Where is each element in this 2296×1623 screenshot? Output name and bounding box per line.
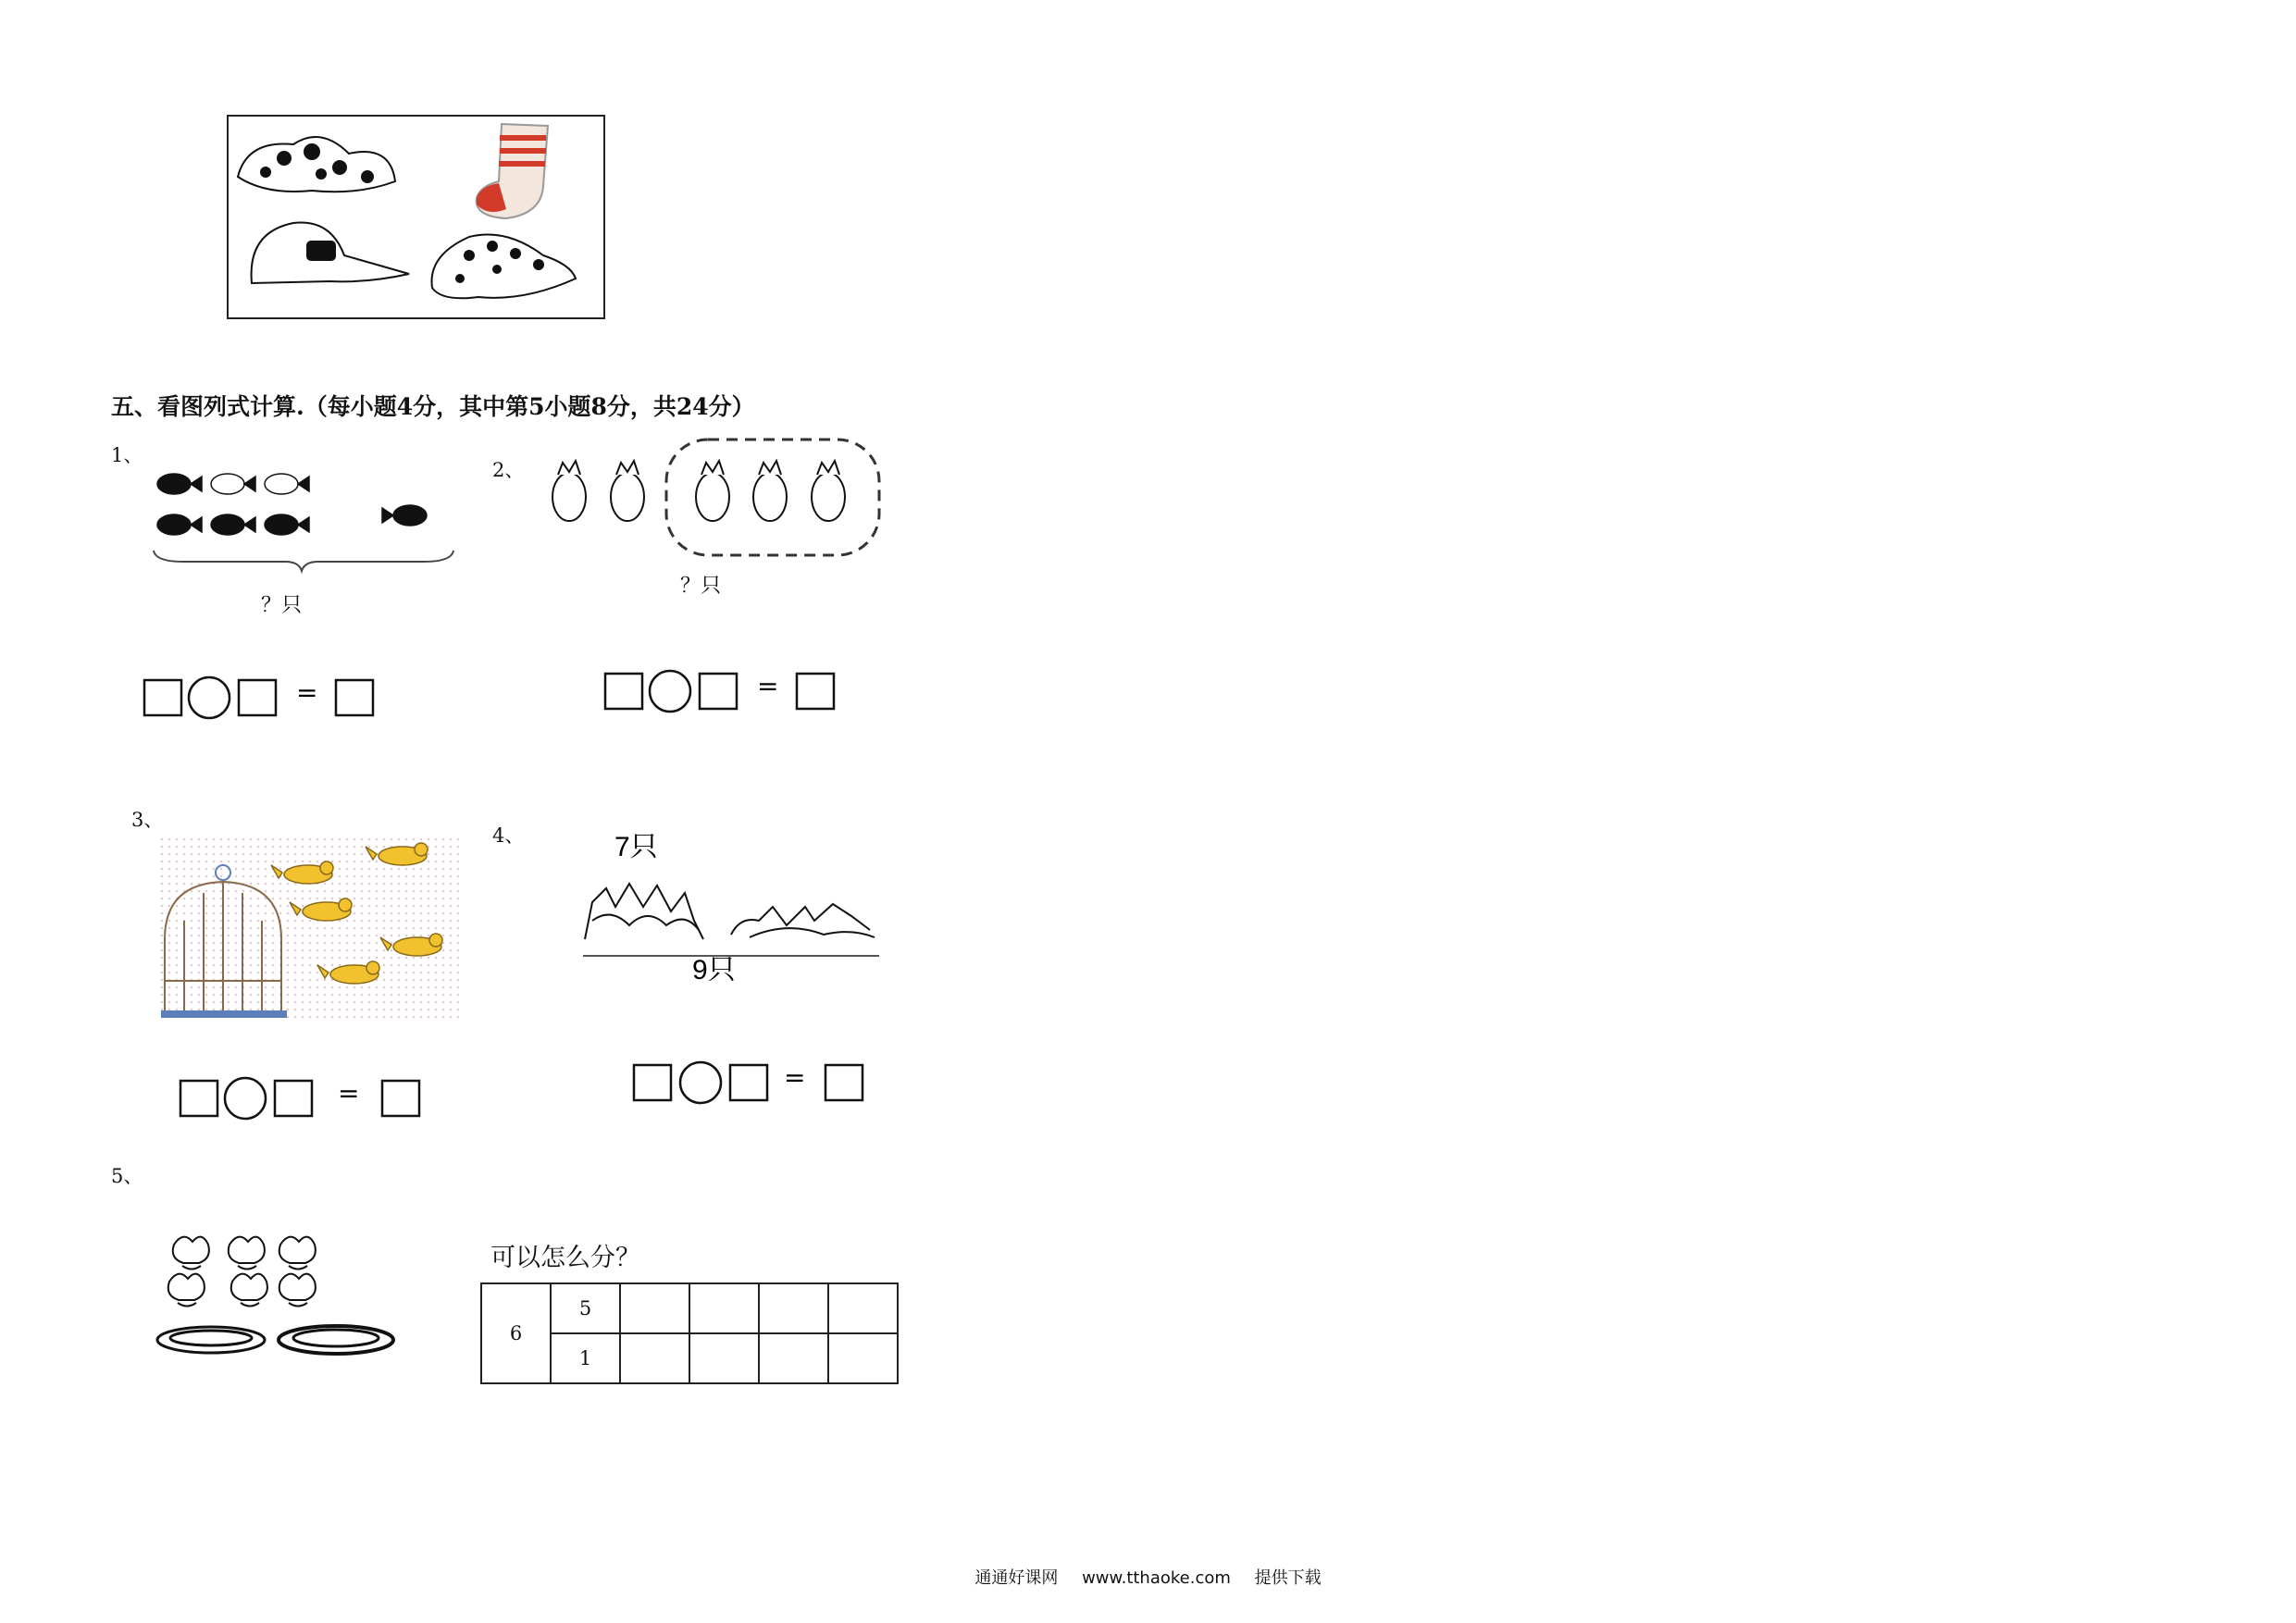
- split-cell: 5: [551, 1283, 620, 1333]
- problem-5-number: 5、: [111, 1165, 143, 1187]
- problem-4-equation[interactable]: [632, 1060, 873, 1103]
- split-cell-blank[interactable]: [689, 1333, 759, 1383]
- section-heading: 五、看图列式计算.（每小题4分，其中第5小题8分，共24分）: [111, 393, 755, 420]
- split-cell-blank[interactable]: [828, 1333, 898, 1383]
- plate-icon: [157, 1326, 393, 1354]
- animal-group-icon: [585, 884, 875, 939]
- split-total: 6: [481, 1283, 551, 1383]
- split-cell: 1: [551, 1333, 620, 1383]
- sock-icon: [477, 124, 548, 218]
- page-footer: [0, 1565, 2296, 1589]
- chick-icon: [552, 461, 845, 521]
- svg-text:=: =: [338, 1078, 360, 1109]
- svg-text:=: =: [296, 677, 318, 708]
- table-row: [481, 1283, 898, 1333]
- peach-icon: [168, 1237, 316, 1307]
- problem-5-question: 可以怎么分？: [490, 1244, 640, 1272]
- problem-2-chick-picture: [527, 430, 888, 573]
- brace-line: [154, 551, 453, 571]
- problem-2-equation[interactable]: [603, 669, 844, 712]
- dotted-hat-icon: [432, 235, 577, 299]
- problem-3-number: 3、: [131, 809, 164, 831]
- problem-1-caption: ？只: [261, 594, 303, 617]
- split-cell-blank[interactable]: [828, 1283, 898, 1333]
- problem-1-number: 1、: [111, 444, 143, 466]
- sun-hat-icon: [238, 137, 395, 192]
- split-cell-blank[interactable]: [759, 1333, 828, 1383]
- baseball-cap-icon: [252, 222, 409, 283]
- problem-5-peaches-picture: [151, 1221, 405, 1364]
- problem-2-number: 2、: [492, 459, 525, 481]
- split-cell-blank[interactable]: [759, 1283, 828, 1333]
- fish-icon: [157, 474, 427, 535]
- clothing-picture: [227, 115, 605, 319]
- problem-4-number: 4、: [492, 824, 525, 847]
- problem-2-caption: ？只: [680, 575, 722, 598]
- footer-note: 提供下载: [1254, 1568, 1322, 1588]
- svg-text:9只: 9只: [692, 955, 736, 981]
- svg-text:=: =: [784, 1062, 806, 1093]
- problem-1-fish-picture: [146, 458, 461, 577]
- split-table: [480, 1282, 899, 1384]
- footer-site-url[interactable]: www.tthaoke.com: [1082, 1568, 1231, 1588]
- problem-3-birdcage-picture: [160, 837, 461, 1026]
- svg-text:7只: 7只: [614, 832, 658, 862]
- split-cell-blank[interactable]: [689, 1283, 759, 1333]
- split-cell-blank[interactable]: [620, 1283, 689, 1333]
- problem-3-equation[interactable]: [179, 1076, 428, 1119]
- problem-4-animals-picture: [574, 819, 888, 985]
- footer-site-name: 通通好课网: [974, 1568, 1059, 1588]
- problem-1-equation[interactable]: [143, 675, 383, 718]
- split-cell-blank[interactable]: [620, 1333, 689, 1383]
- svg-text:=: =: [757, 671, 779, 701]
